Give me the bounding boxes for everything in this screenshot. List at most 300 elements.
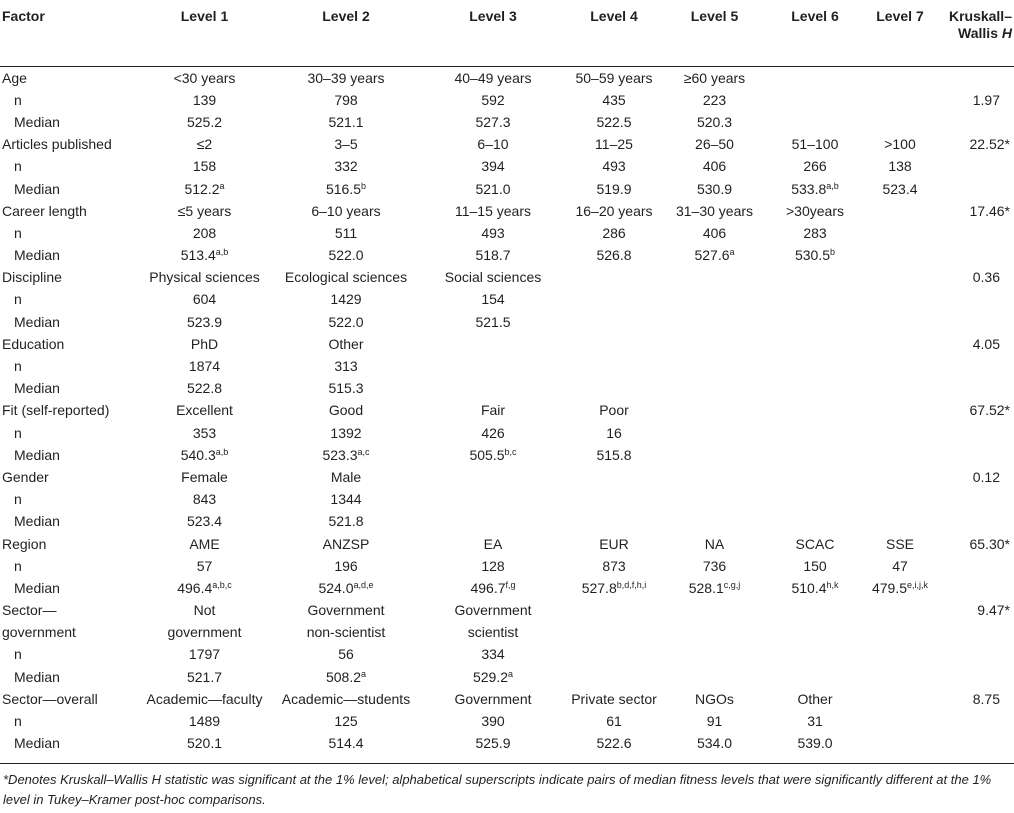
h-statistic (935, 666, 1014, 688)
table-cell (865, 266, 935, 288)
row-sublabel: n (14, 358, 22, 375)
table-cell (865, 133, 935, 155)
table-cell (664, 133, 765, 155)
cell-value: 154 (481, 291, 505, 308)
table-cell (270, 355, 422, 377)
table-row (0, 155, 1014, 177)
table-cell (139, 155, 270, 177)
table-cell (422, 89, 564, 111)
cell-value: ≥60 years (683, 69, 746, 86)
h-statistic (935, 710, 1014, 732)
table-cell (139, 688, 270, 710)
table-row (0, 710, 1014, 732)
cell-value: 736 (702, 557, 727, 574)
cell-value: 523.4 (882, 180, 918, 197)
cell-value: 527.3 (475, 113, 511, 130)
table-cell (664, 488, 765, 510)
cell-value: EUR (599, 535, 629, 552)
column-header-kruskall-wallis-h (935, 4, 1014, 66)
cell-value: 523.4 (186, 513, 223, 530)
table-row (0, 666, 1014, 688)
table-cell (865, 333, 935, 355)
table-cell (564, 399, 664, 421)
table-cell (139, 732, 270, 754)
cell-value: Not (193, 602, 216, 619)
cell-value: 519.9 (596, 180, 632, 197)
cell-value: 31 (807, 713, 823, 730)
table-cell (765, 244, 865, 266)
table-cell (422, 710, 564, 732)
table-row (0, 621, 1014, 643)
cell-value: 223 (702, 91, 727, 108)
row-sublabel: Median (14, 668, 60, 685)
cell-value: Female (181, 468, 228, 485)
table-cell (865, 688, 935, 710)
table-row (0, 355, 1014, 377)
table-cell (564, 222, 664, 244)
table-cell (865, 222, 935, 244)
table-cell (564, 555, 664, 577)
row-sublabel: n (14, 424, 22, 441)
table-cell (564, 422, 664, 444)
table-cell (139, 444, 270, 466)
column-header-level-6: Level 6 (765, 4, 865, 66)
row-factor-label: Region (2, 535, 47, 552)
table-cell (422, 732, 564, 754)
table-cell (564, 133, 664, 155)
cell-value: 524.0 (318, 579, 354, 596)
table-cell (564, 177, 664, 199)
table-cell (139, 200, 270, 222)
table-row (0, 266, 1014, 288)
cell-value: 16–20 years (575, 202, 653, 219)
table-cell (564, 710, 664, 732)
table-cell (422, 444, 564, 466)
cell-value: 493 (602, 158, 626, 175)
cell-value: 527.8 (581, 579, 617, 596)
table-cell (564, 266, 664, 288)
table-cell (139, 222, 270, 244)
row-factor-label: Gender (2, 468, 49, 485)
table-cell (664, 111, 765, 133)
table-cell (664, 244, 765, 266)
h-statistic: 67.52* (969, 402, 1010, 419)
table-row (0, 89, 1014, 111)
table-cell (664, 422, 765, 444)
table-row (0, 532, 1014, 554)
cell-value: 515.3 (328, 380, 364, 397)
cell-value: 139 (192, 91, 217, 108)
row-factor-label: Education (2, 335, 65, 352)
table-cell (139, 133, 270, 155)
significance-superscript: b (361, 180, 367, 191)
table-cell (865, 510, 935, 532)
table-cell (422, 399, 564, 421)
table-cell (564, 377, 664, 399)
cell-value: 493 (481, 224, 505, 241)
table-cell (139, 89, 270, 111)
cell-value: 1429 (330, 291, 362, 308)
table-cell (765, 532, 865, 554)
h-statistic (935, 177, 1014, 199)
table-cell (270, 244, 422, 266)
table-cell (765, 599, 865, 621)
cell-value: SSE (885, 535, 914, 552)
table-cell (664, 577, 765, 599)
table-cell (139, 599, 270, 621)
cell-value: 3–5 (334, 136, 358, 153)
cell-value: 521.5 (475, 313, 511, 330)
table-cell (865, 177, 935, 199)
table-cell (270, 155, 422, 177)
cell-value: 518.7 (475, 247, 511, 264)
table-cell (139, 355, 270, 377)
table-cell (765, 688, 865, 710)
table-cell (865, 577, 935, 599)
significance-superscript: a,b,c (212, 579, 232, 590)
table-cell (270, 288, 422, 310)
cell-value: Private sector (571, 690, 657, 707)
table-cell (422, 510, 564, 532)
cell-value: 528.1 (688, 579, 724, 596)
table-cell (270, 111, 422, 133)
cell-value: 525.2 (186, 113, 223, 130)
table-cell (664, 66, 765, 89)
h-statistic (935, 732, 1014, 754)
h-statistic (935, 311, 1014, 333)
cell-value: 91 (706, 713, 723, 730)
row-sublabel: n (14, 646, 22, 663)
column-header-level-5: Level 5 (664, 4, 765, 66)
cell-value: EA (483, 535, 503, 552)
table-cell (664, 222, 765, 244)
cell-value: 521.0 (475, 180, 511, 197)
table-cell (765, 133, 865, 155)
cell-value: 798 (334, 91, 358, 108)
row-factor-label: Sector—overall (2, 690, 98, 707)
table-row (0, 577, 1014, 599)
table-cell (422, 244, 564, 266)
table-cell (139, 111, 270, 133)
table-cell (865, 532, 935, 554)
table-cell (765, 621, 865, 643)
table-cell (422, 133, 564, 155)
table-cell (564, 111, 664, 133)
table-cell (139, 177, 270, 199)
h-statistic (935, 488, 1014, 510)
table-cell (765, 466, 865, 488)
cell-value: 1489 (188, 713, 221, 730)
cell-value: 527.6 (694, 247, 730, 264)
cell-value: AME (189, 535, 220, 552)
table-row (0, 688, 1014, 710)
cell-value: 508.2 (325, 668, 362, 685)
row-factor-label: Career length (2, 202, 87, 219)
cell-value: 158 (192, 158, 217, 175)
table-cell (422, 555, 564, 577)
significance-superscript: a (508, 668, 514, 679)
table-cell (422, 266, 564, 288)
table-cell (139, 311, 270, 333)
cell-value: 539.0 (797, 735, 833, 752)
table-cell (664, 89, 765, 111)
table-cell (664, 399, 765, 421)
table-cell (765, 355, 865, 377)
cell-value: 514.4 (328, 735, 364, 752)
cell-value: 522.0 (328, 313, 364, 330)
cell-value: 332 (334, 158, 358, 175)
column-header-level-4: Level 4 (564, 4, 664, 66)
table-cell (564, 311, 664, 333)
table-cell (865, 422, 935, 444)
table-cell (270, 643, 422, 665)
cell-value: Fair (480, 402, 506, 419)
table-cell (865, 311, 935, 333)
table-cell (270, 710, 422, 732)
cell-value: 125 (334, 713, 358, 730)
cell-value: 530.9 (696, 180, 733, 197)
cell-value: Government (454, 690, 532, 707)
cell-value: 57 (196, 557, 213, 574)
row-sublabel: Median (14, 446, 60, 463)
table-cell (270, 732, 422, 754)
cell-value: 1392 (330, 424, 362, 441)
column-header-level-1: Level 1 (139, 4, 270, 66)
table-cell (765, 288, 865, 310)
cell-value: 31–30 years (675, 202, 754, 219)
table-cell (422, 621, 564, 643)
table-cell (664, 510, 765, 532)
table-cell (664, 444, 765, 466)
table-cell (765, 177, 865, 199)
table-cell (422, 333, 564, 355)
table-row (0, 288, 1014, 310)
cell-value: Excellent (176, 402, 233, 419)
table-cell (270, 333, 422, 355)
h-statistic (935, 510, 1014, 532)
cell-value: 1797 (188, 646, 221, 663)
cell-value: 51–100 (791, 136, 839, 153)
table-cell (564, 155, 664, 177)
table-cell (564, 66, 664, 89)
table-cell (139, 377, 270, 399)
table-cell (270, 377, 422, 399)
cell-value: 843 (192, 491, 217, 508)
table-cell (139, 422, 270, 444)
footnote-divider (0, 763, 1014, 764)
cell-value: Social sciences (444, 269, 542, 286)
table-cell (765, 555, 865, 577)
table-cell (564, 200, 664, 222)
row-sublabel: n (14, 557, 22, 574)
cell-value: Other (797, 690, 833, 707)
cell-value: 50–59 years (575, 69, 653, 86)
table-row (0, 311, 1014, 333)
row-factor-label: Sector— (2, 602, 57, 619)
cell-value: 521.8 (328, 513, 364, 530)
significance-superscript: h,k (826, 579, 839, 590)
row-factor-label: Articles published (2, 136, 112, 153)
table-cell (139, 666, 270, 688)
row-sublabel: Median (14, 113, 60, 130)
table-cell (564, 444, 664, 466)
table-cell (664, 599, 765, 621)
cell-value: 11–15 years (454, 202, 531, 219)
table-row (0, 377, 1014, 399)
h-statistic (935, 621, 1014, 643)
h-header-var: H (1001, 25, 1012, 41)
table-cell (139, 333, 270, 355)
cell-value: 406 (702, 224, 727, 241)
table-cell (564, 577, 664, 599)
table-cell (664, 355, 765, 377)
table-cell (664, 666, 765, 688)
table-cell (270, 311, 422, 333)
table-cell (765, 311, 865, 333)
table-cell (865, 599, 935, 621)
row-factor-label: Age (2, 69, 27, 86)
table-cell (765, 333, 865, 355)
cell-value: 286 (602, 224, 626, 241)
table-cell (865, 444, 935, 466)
table-cell (765, 710, 865, 732)
table-cell (865, 621, 935, 643)
cell-value: scientist (467, 624, 519, 641)
table-cell (765, 266, 865, 288)
table-cell (422, 466, 564, 488)
cell-value: 510.4 (791, 579, 827, 596)
cell-value: 128 (481, 557, 505, 574)
table-cell (270, 399, 422, 421)
h-header-line2: Wallis (958, 25, 998, 41)
table-cell (139, 399, 270, 421)
cell-value: NGOs (695, 690, 734, 707)
table-cell (564, 621, 664, 643)
table-cell (270, 532, 422, 554)
row-sublabel: Median (14, 380, 60, 397)
cell-value: >30years (786, 202, 844, 219)
table-cell (270, 688, 422, 710)
table-cell (765, 89, 865, 111)
table-cell (664, 266, 765, 288)
table-cell (270, 466, 422, 488)
row-sublabel: n (14, 158, 22, 175)
h-statistic (935, 244, 1014, 266)
table-row (0, 599, 1014, 621)
cell-value: 1344 (330, 491, 362, 508)
table-cell (139, 66, 270, 89)
cell-value: 435 (602, 91, 626, 108)
h-statistic: 0.36 (972, 269, 1000, 286)
cell-value: Academic—students (281, 690, 411, 707)
table-cell (865, 643, 935, 665)
h-statistic: 1.97 (972, 91, 1000, 108)
table-cell (865, 488, 935, 510)
cell-value: 394 (481, 158, 505, 175)
table-cell (664, 732, 765, 754)
table-cell (765, 66, 865, 89)
table-cell (564, 599, 664, 621)
table-row (0, 111, 1014, 133)
table-cell (422, 355, 564, 377)
table-cell (765, 111, 865, 133)
table-cell (664, 621, 765, 643)
significance-superscript: a,b (215, 446, 229, 457)
table-row (0, 732, 1014, 754)
h-statistic (935, 643, 1014, 665)
table-cell (865, 555, 935, 577)
table-cell (564, 288, 664, 310)
cell-value: 521.1 (328, 113, 364, 130)
table-cell (865, 244, 935, 266)
cell-value: 592 (481, 91, 505, 108)
table-cell (664, 532, 765, 554)
cell-value: 520.3 (696, 113, 733, 130)
row-sublabel: Median (14, 247, 60, 264)
significance-superscript: a,b (215, 247, 229, 258)
significance-superscript: a (729, 247, 735, 258)
significance-superscript: b (830, 247, 836, 258)
row-sublabel: Median (14, 313, 60, 330)
table-cell (270, 621, 422, 643)
h-statistic: 17.46* (969, 202, 1010, 219)
table-cell (564, 643, 664, 665)
table-cell (270, 555, 422, 577)
table-cell (139, 710, 270, 732)
h-statistic: 65.30* (969, 535, 1010, 552)
table-cell (664, 710, 765, 732)
h-statistic: 9.47* (977, 602, 1010, 619)
table-row (0, 643, 1014, 665)
cell-value: 526.8 (596, 247, 632, 264)
table-cell (865, 355, 935, 377)
table-cell (564, 488, 664, 510)
table-cell (422, 311, 564, 333)
table-cell (564, 333, 664, 355)
cell-value: 40–49 years (454, 69, 532, 86)
h-statistic: 22.52* (969, 136, 1010, 153)
table-cell (765, 643, 865, 665)
table-cell (139, 488, 270, 510)
cell-value: Government (307, 602, 385, 619)
cell-value: 525.9 (475, 735, 511, 752)
table-cell (865, 399, 935, 421)
table-row (0, 555, 1014, 577)
cell-value: Good (328, 402, 364, 419)
cell-value: Academic—faculty (146, 690, 263, 707)
table-cell (765, 422, 865, 444)
table-row (0, 244, 1014, 266)
cell-value: 496.7 (470, 579, 506, 596)
table-cell (422, 200, 564, 222)
h-statistic (935, 577, 1014, 599)
cell-value: 520.1 (186, 735, 223, 752)
cell-value: >100 (884, 136, 916, 153)
significance-superscript: b,d,f,h,i (616, 579, 647, 590)
table-cell (422, 532, 564, 554)
cell-value: 61 (606, 713, 622, 730)
table-cell (139, 266, 270, 288)
table-cell (139, 532, 270, 554)
table-row (0, 422, 1014, 444)
table-cell (865, 710, 935, 732)
table-cell (270, 422, 422, 444)
cell-value: Other (328, 335, 364, 352)
cell-value: 334 (481, 646, 505, 663)
table-cell (270, 177, 422, 199)
h-statistic: 0.12 (972, 468, 1000, 485)
row-sublabel: n (14, 291, 22, 308)
